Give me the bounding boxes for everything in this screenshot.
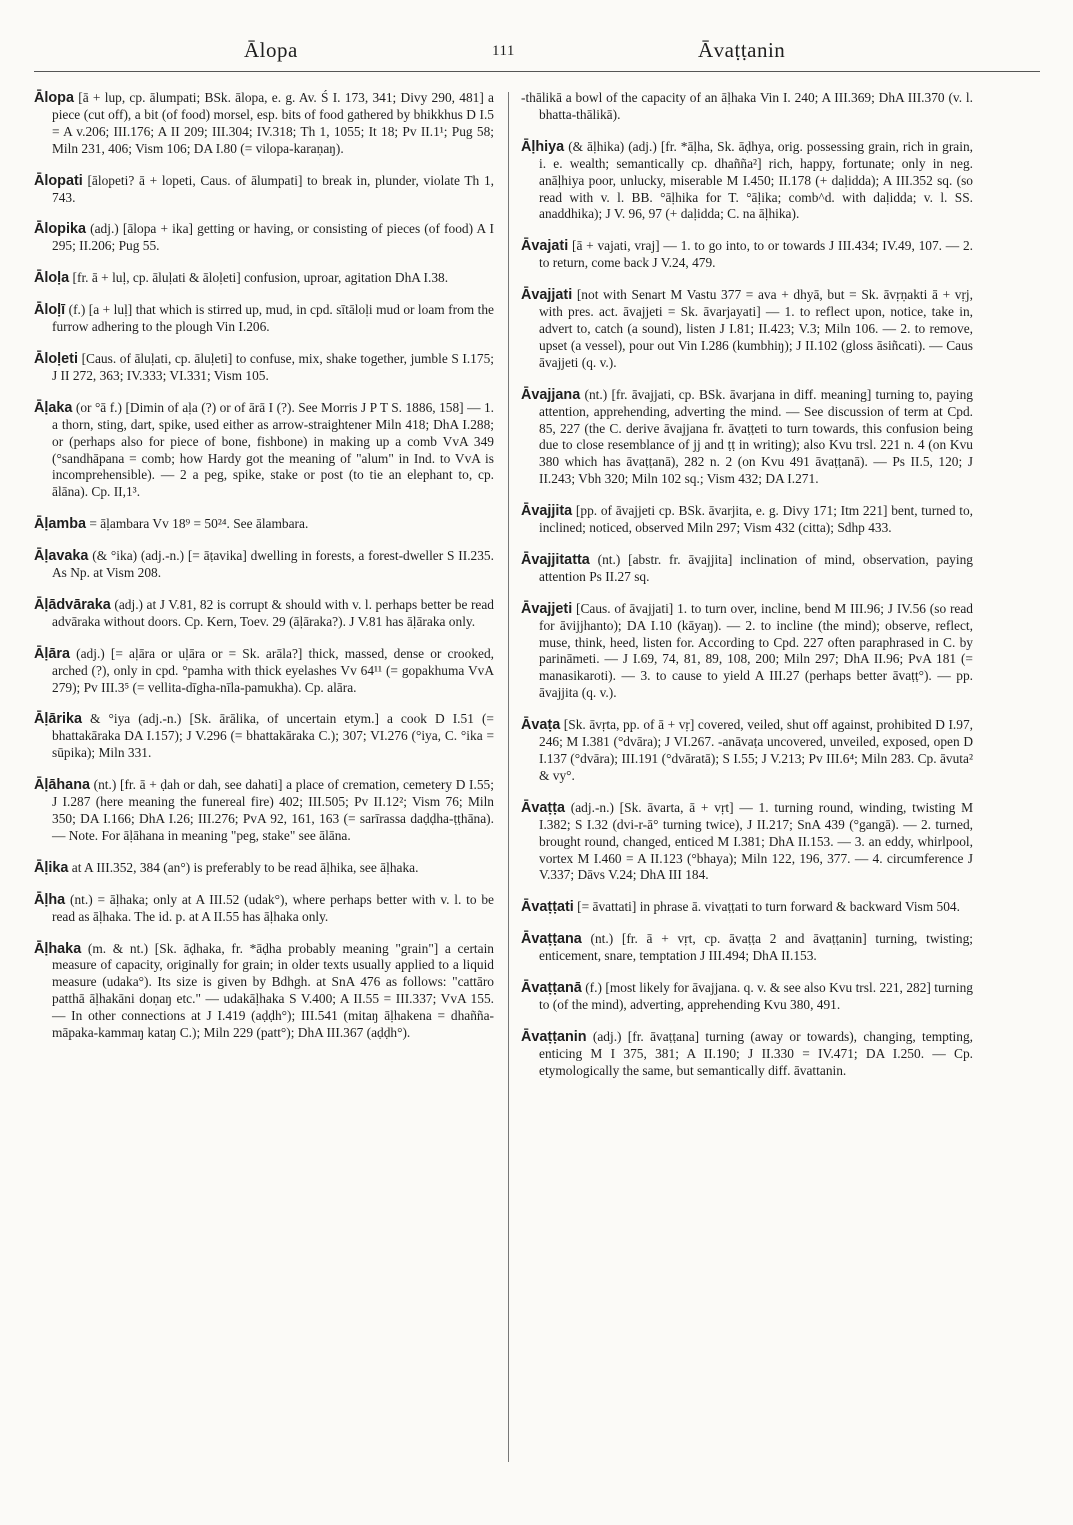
entry-text: [ālopeti? ā + lopeti, Caus. of ālumpati] to break in, plunder, violate Th 1, 743. — [52, 172, 494, 205]
headword: Āḷāhana — [34, 777, 90, 794]
entry-text: = āḷambara Vv 18⁹ = 50²⁴. See ālambara. — [89, 516, 309, 532]
entry-text: (nt.) [abstr. fr. āvajjita] inclination of mind, observation, paying attention Ps II.27 sq. — [539, 551, 973, 584]
dictionary-entry — [34, 90, 494, 158]
headword: Āvajjana — [521, 386, 581, 403]
dictionary-entry — [521, 899, 973, 916]
dictionary-entry — [521, 717, 973, 785]
headword: Āḷika — [34, 859, 69, 876]
left-column — [34, 90, 494, 1057]
dictionary-entry — [34, 400, 494, 501]
entry-text: [Caus. of āvajjati] 1. to turn over, incline, bend M III.96; J IV.56 (so read for āvijjhanto); DA I.10 (kāyaŋ). — 2. to incline (the mind); observe, reflect, muse, think, heed, listen for. According to Cpd. 227 often paraphrased in C. by parināmeti. — J I.69, 74, 81, 89, 108, 200; Miln 297; DhA II.96; PvA 181 (= manasikaroti). — 3. to cause to yield A III.27 (perhaps better āvaṭṭ°). — pp. āvajjita (q. v.). — [539, 600, 973, 701]
headword: Āvajati — [521, 238, 569, 255]
headword: Āvaṭa — [521, 717, 561, 734]
entry-text: [not with Senart M Vastu 377 = ava + dhyā, but = Sk. āvṛṇakti ā + vṛj, with pres. act. āvajjeti = Sk. āvarjayati] — 1. to reflect upon, notice, take in, advert to, catch (a sound), listen J I.81; II.423; V.3; Miln 106. — 2. to remove, upset (a vessel), pour out Vin I.286 (kumbhiŋ); J II.102 (gloss āsiñcati). — Caus āvajjeti (q. v.). — [539, 287, 973, 370]
entry-text: (adj.) at J V.81, 82 is corrupt & should with v. l. perhaps better be read advāraka without doors. Cp. Kern, Toev. 29 (āḷāraka?). J V.81 has āḷāraka only. — [52, 596, 494, 629]
headword: Ālopati — [34, 172, 83, 189]
entry-text: (nt.) [fr. āvajjati, cp. BSk. āvarjana in diff. meaning] turning to, paying attention, apprehending, adverting the mind. — See discussion of term at Cpd. 85, 227 (the C. derive āvajjana fr. āvaṭṭeti to turn towards, this confusion being due to close resemblance of jj and ṭṭ in writing); also Kvu trsl. 221 n. 4 (on Kvu 380 which has āvaṭṭanā), 282 n. 2 (on Kvu 491 āvaṭṭanā). — Ps II.5, 120; J II.243; Vbh 320; Miln 102 sq.; Vism 432; DA I.271. — [539, 386, 973, 487]
dictionary-entry — [521, 980, 973, 1014]
entry-text: (nt.) [fr. ā + vṛt, cp. āvaṭṭa 2 and āvaṭṭanin] turning, twisting; enticement, snare, temptation J III.494; DhA II.153. — [539, 931, 973, 964]
dictionary-entry — [521, 552, 973, 586]
headword: Āḷādvāraka — [34, 596, 111, 613]
dictionary-entry — [521, 931, 973, 965]
dictionary-entry — [521, 90, 973, 124]
entry-text: (f.) [a + luḷ] that which is stirred up, mud, in cpd. sītāloḷi mud or loam from the furrow adhering to the plough Vin I.206. — [52, 302, 494, 335]
dictionary-entry — [521, 800, 973, 885]
page-number: 111 — [492, 43, 515, 59]
dictionary-entry — [34, 777, 494, 845]
headword: Āloḷa — [34, 270, 70, 287]
headword: Āvajjati — [521, 287, 573, 304]
headword: Āloḷī — [34, 302, 66, 319]
headword: Āḷaka — [34, 399, 73, 416]
dictionary-entry — [34, 597, 494, 631]
dictionary-entry — [34, 302, 494, 336]
entry-text: (adj.) [ālopa + ika] getting or having, or consisting of pieces (of food) A I 295; II.206; Pug 55. — [52, 221, 494, 254]
entry-text: (adj.) [fr. āvaṭṭana] turning (away or towards), changing, tempting, enticing M I 375, 381; A II.190; J II.330 = IV.471; DA I.250. — Cp. etymologically the same, but semantically diff. āvattanin. — [539, 1028, 973, 1078]
entry-text: (nt.) = āḷhaka; only at A III.52 (udak°), where perhaps better with v. l. to be read as āḷhaka. The id. p. at A II.55 has āḷhaka only. — [52, 891, 494, 924]
headword: Āḷamba — [34, 516, 86, 533]
entry-text: (f.) [most likely for āvajjana. q. v. & see also Kvu trsl. 221, 282] turning to (of the mind), adverting, apprehending Kvu 380, 491. — [539, 980, 973, 1012]
headword: Āḷhaka — [34, 940, 82, 957]
entry-text: (adj.) [= aḷāra or uḷāra or = Sk. arāla?] thick, massed, dense or crooked, arched (?), only in cpd. °pamha with thick eyelashes Vv 64¹¹ (= gopakhuma VvA 279); Pv III.3⁵ (= vellita-dīgha-nīla-pamukha). Cp. alāra. — [52, 645, 494, 695]
dictionary-entry — [521, 601, 973, 702]
header-rule — [34, 71, 1040, 72]
dictionary-entry — [34, 270, 494, 287]
right-column — [521, 90, 973, 1095]
entry-text: [ā + lup, cp. ālumpati; BSk. ālopa, e. g. Av. Ś I. 173, 341; Divy 290, 481] a piece (cut off), a bit (of food) morsel, esp. bits of food gathered by bhikkhus D I.5 = A v.206; III.176; A II 209; III.304; IV.318; Th 1, 1055; It 18; Pv II.1¹; Pug 58; Miln 231, 406; Vism 106; DA I.80 (= vilopa-karaṇaŋ). — [52, 90, 494, 156]
entry-text: [fr. ā + luḷ, cp. āluḷati & āloḷeti] confusion, uproar, agitation DhA I.38. — [72, 270, 449, 286]
entry-text: [Caus. of āluḷati, cp. āluḷeti] to confuse, mix, shake together, jumble S I.175; J II 272, 363; IV.333; VI.331; Vism 105. — [52, 350, 494, 383]
headword: Āḷāra — [34, 645, 70, 662]
dictionary-entry — [34, 548, 494, 582]
headword: Āvajjitatta — [521, 551, 590, 568]
headword: Āvaṭṭati — [521, 899, 574, 916]
dictionary-entry — [34, 941, 494, 1042]
headword: Ālopa — [34, 90, 74, 106]
dictionary-entry — [34, 860, 494, 877]
entry-text: -thālikā a bowl of the capacity of an āḷhaka Vin I. 240; A III.369; DhA III.370 (v. l. bhatta-thālikā). — [521, 90, 973, 122]
headword: Āvajjeti — [521, 600, 573, 617]
headword: Āvaṭṭana — [521, 931, 582, 948]
entry-text: [Sk. āvṛta, pp. of ā + vṛ] covered, veiled, shut off against, prohibited D I.97, 246; M I.381 (°dvāra); J VI.267. -anāvaṭa uncovered, unveiled, exposed, open D I.137 (°dvāra); III.191 (°dvāratā); S I.55; J V.213; Pv III.6⁴; Miln 283. Cp. āvuta² & vy°. — [539, 717, 973, 783]
dictionary-entry — [521, 503, 973, 537]
entry-text: (& °ika) (adj.-n.) [= āṭavika] dwelling in forests, a forest-dweller S II.235. As Np. at Vism 208. — [52, 548, 494, 581]
headword: Ālopika — [34, 221, 86, 238]
headword: Āḷavaka — [34, 548, 89, 565]
entry-text: & °iya (adj.-n.) [Sk. ārālika, of uncertain etym.] a cook D I.51 (= bhattakāraka DA I.157); J V.296 (= bhattakāraka C.); 307; VI.276 (°iya, C. °ika = sūpika); Miln 331. — [52, 711, 494, 761]
column-divider — [508, 92, 509, 1462]
running-head-right: Āvaṭṭanin — [698, 38, 786, 62]
headword: Āvaṭṭanā — [521, 980, 582, 997]
headword: Āvaṭṭa — [521, 799, 565, 816]
entry-text: (& āḷhika) (adj.) [fr. *āḷha, Sk. āḍhya, orig. possessing grain, rich in grain, i. e. wealth; semantically cp. dhañña²] rich, happy, fortunate; only in neg. anāḷhiya poor, unlucky, miserable M I.450; II.178 (+ daḷidda); A III.352 sq. (so read with v. l. BB. °āḷhika for T. °āḷika; comb^d. with daḷidda; v. l. SS. anaddhika); J V. 96, 97 (+ daḷidda; C. na āḷhika). — [539, 138, 974, 222]
dictionary-entry — [34, 516, 494, 533]
entry-text: (nt.) [fr. ā + ḍah or dah, see dahati] a place of cremation, cemetery D I.55; J I.287 (here meaning the funereal fire) 402; III.505; Pv II.12²; Vism 76; Miln 350; DA I.166; DhA I.26; III.276; PvA 92, 161, 163 (= sarīrassa daḍḍha-ṭṭhāna). — Note. For āḷāhana in meaning "peg, stake" see ālāna. — [52, 777, 494, 843]
entry-text: [pp. of āvajjeti cp. BSk. āvarjita, e. g. Divy 171; Itm 221] bent, turned to, inclined; noticed, observed Miln 297; Vism 432 (citta); Sdhp 433. — [539, 503, 973, 536]
headword: Āḷhiya — [521, 138, 565, 155]
dictionary-entry — [34, 351, 494, 385]
entry-text: [ā + vajati, vraj] — 1. to go into, to or towards J III.434; IV.49, 107. — 2. to return, come back J V.24, 479. — [539, 238, 973, 271]
dictionary-entry — [521, 139, 973, 224]
entry-text: (adj.-n.) [Sk. āvarta, ā + vṛt] — 1. turning round, winding, twisting M I.382; S I.32 (dvi-r-ā° turning twice), J II.217; SnA 439 (°gangā). — 2. turned, brought round, changed, enticed M I.381; DhA II.153. — 3. an eddy, whirlpool, vortex M I.460 = A II.123 (°bhaya); Miln 122, 196, 377. — 4. circumference J V.337; Dāvs V.24; DhA III 184. — [539, 799, 973, 883]
dictionary-entry — [521, 238, 973, 272]
dictionary-entry — [34, 711, 494, 762]
dictionary-entry — [34, 892, 494, 926]
dictionary-entry — [34, 221, 494, 255]
entry-text: (m. & nt.) [Sk. āḍhaka, fr. *āḍha probably meaning "grain"] a certain measure of capacity, originally for grain; in older texts usually applied to a liquid measure (udaka°). Its size is given by Bdhgh. at SnA 476 as follows: "cattāro patthā āḷhakāni doṇaŋ etc." — udakāḷhaka S V.400; A II.55 = III.337; VvA 155. — In other connections at J I.419 (aḍḍh°); III.541 (mitaŋ āḷhakena = dhañña-māpaka-kammaŋ kataŋ C.); Miln 229 (patt°); DhA III.367 (aḍḍh°). — [52, 940, 494, 1041]
headword: Āvajjita — [521, 503, 573, 520]
headword: Āḷha — [34, 891, 66, 908]
running-head-left: Ālopa — [244, 38, 298, 62]
dictionary-entry — [34, 646, 494, 697]
headword: Āḷārika — [34, 711, 82, 728]
headword: Āloḷeti — [34, 350, 78, 367]
dictionary-entry — [521, 287, 973, 372]
dictionary-entry — [521, 1029, 973, 1080]
entry-text: [= āvattati] in phrase ā. vivaṭṭati to turn forward & backward Vism 504. — [577, 899, 960, 915]
dictionary-entry — [521, 387, 973, 488]
headword: Āvaṭṭanin — [521, 1028, 587, 1045]
entry-text: (or °ā f.) [Dimin of aḷa (?) or of ārā I (?). See Morris J P T S. 1886, 158] — 1. a thorn, sting, dart, spike, used either as arrow-straightener Miln 418; DhA I.288; or (perhaps also for piece of bone, fishbone) in making up a comb VvA 349 (°sandhāpana = comb; how Hardy got the meaning of "alum" in Ind. to VvA is incomprehensible). — 2 a peg, spike, stake or post (to tie an elephant to, cp. ālāna). Cp. II,1³. — [52, 399, 494, 500]
dictionary-entry — [34, 173, 494, 207]
entry-text: at A III.352, 384 (an°) is preferably to be read āḷhika, see āḷhaka. — [71, 859, 419, 875]
